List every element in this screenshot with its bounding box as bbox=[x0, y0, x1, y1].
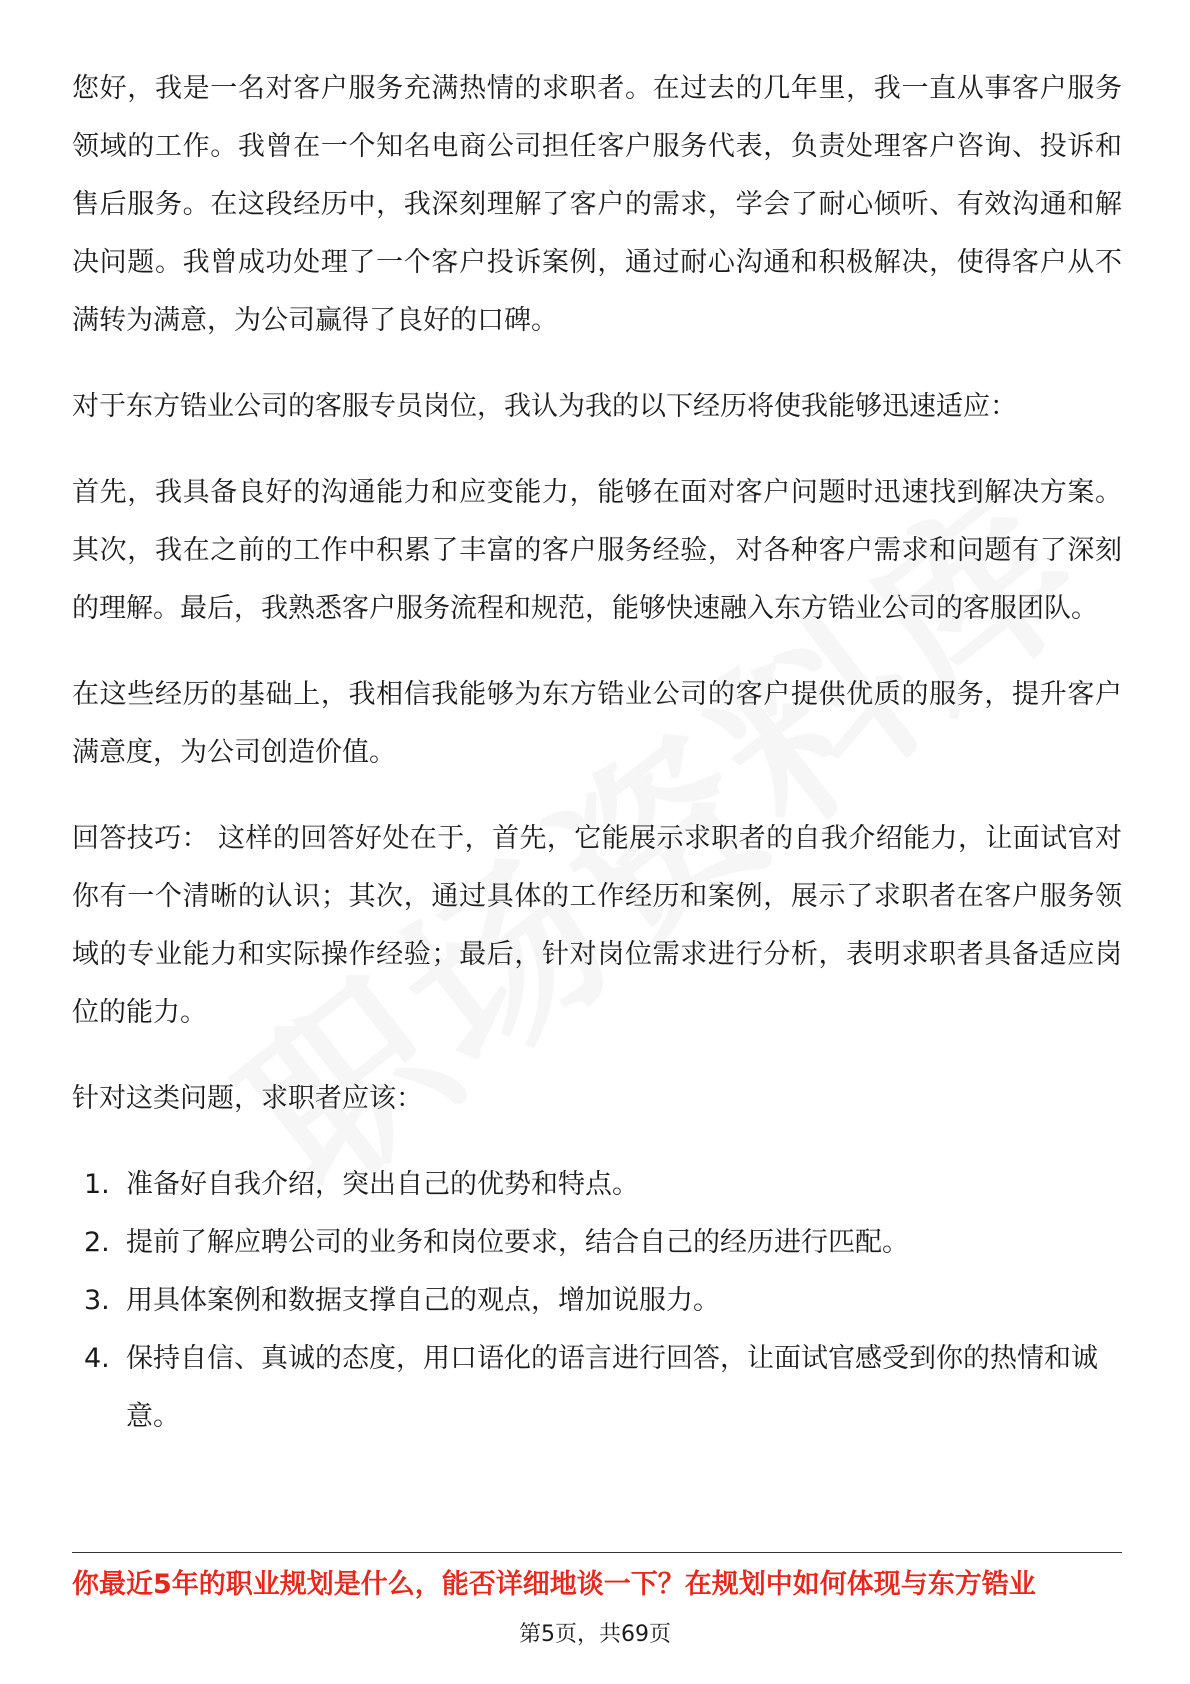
list-item-text: 提前了解应聘公司的业务和岗位要求，结合自己的经历进行匹配。 bbox=[126, 1227, 909, 1258]
position-paragraph: 对于东方锆业公司的客服专员岗位，我认为我的以下经历将使我能够迅速适应： bbox=[72, 391, 1017, 422]
list-item-number: 3. bbox=[84, 1285, 110, 1316]
conclusion-paragraph: 在这些经历的基础上，我相信我能够为东方锆业公司的客户提供优质的服务，提升客户满意度，为公司创造价值。 bbox=[72, 679, 1122, 768]
list-item-text: 保持自信、真诚的态度，用口语化的语言进行回答，让面试官感受到你的热情和诚意。 bbox=[126, 1343, 1098, 1432]
intro-paragraph: 您好，我是一名对客户服务充满热情的求职者。在过去的几年里，我一直从事客户服务领域的工作。我曾在一个知名电商公司担任客户服务代表，负责处理客户咨询、投诉和售后服务。在这段经历中，我深刻理解了客户的需求，学会了耐心倾听、有效沟通和解决问题。我曾成功处理了一个客户投诉案例，通过耐心沟通和积极解决，使得客户从不满转为满意，为公司赢得了良好的口碑。 bbox=[72, 73, 1122, 336]
list-item-number: 2. bbox=[84, 1227, 110, 1258]
list-item-number: 4. bbox=[84, 1343, 110, 1374]
next-question-heading: 你最近5年的职业规划是什么，能否详细地谈一下？在规划中如何体现与东方锆业 bbox=[72, 1569, 1036, 1600]
list-item-number: 1. bbox=[84, 1169, 110, 1200]
list-item bbox=[72, 1156, 1122, 1214]
page-content bbox=[72, 60, 1122, 1446]
list-item-text: 用具体案例和数据支撑自己的观点，增加说服力。 bbox=[126, 1285, 720, 1316]
list-item bbox=[72, 1214, 1122, 1272]
list-item bbox=[72, 1272, 1122, 1330]
advice-heading: 针对这类问题，求职者应该： bbox=[72, 1083, 423, 1114]
list-item-text: 准备好自我介绍，突出自己的优势和特点。 bbox=[126, 1169, 639, 1200]
list-item bbox=[72, 1330, 1122, 1446]
tips-paragraph: 回答技巧： 这样的回答好处在于，首先，它能展示求职者的自我介绍能力，让面试官对你有一个清晰的认识；其次，通过具体的工作经历和案例，展示了求职者在客户服务领域的专业能力和实际操作经验；最后，针对岗位需求进行分析，表明求职者具备适应岗位的能力。 bbox=[72, 823, 1122, 1028]
page-number: 第5页，共69页 bbox=[519, 1622, 671, 1647]
advice-list bbox=[72, 1156, 1122, 1446]
abilities-paragraph: 首先，我具备良好的沟通能力和应变能力，能够在面对客户问题时迅速找到解决方案。其次，我在之前的工作中积累了丰富的客户服务经验，对各种客户需求和问题有了深刻的理解。最后，我熟悉客户服务流程和规范，能够快速融入东方锆业公司的客服团队。 bbox=[72, 477, 1122, 624]
section-divider bbox=[72, 1552, 1122, 1553]
